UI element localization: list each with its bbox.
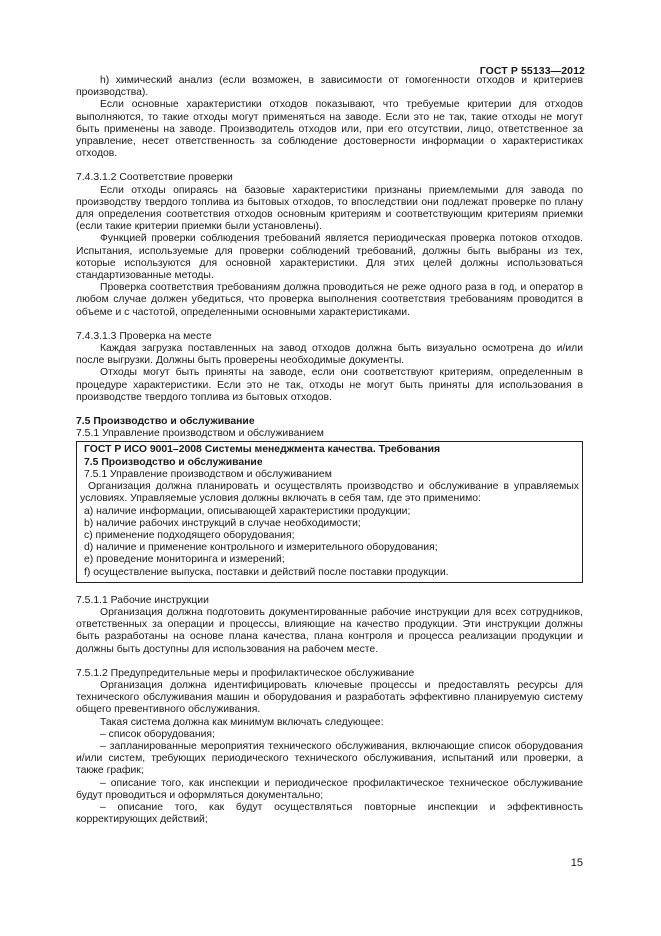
section-heading-75: 7.5 Производство и обслуживание xyxy=(76,416,255,428)
paragraph: Каждая загрузка поставленных на завод отходов должна быть визуально осмотрена до и/или после выгрузки. Должны быть проверены необходимые документы. xyxy=(76,343,583,367)
box-subheading: 7.5.1 Управление производством и обслуживанием xyxy=(84,468,332,480)
box-paragraph: Организация должна планировать и осуществлять производство и обслуживание в управляемых условиях. Управляемые условия должны включать в себя там, где это применимо: xyxy=(80,481,579,505)
list-item: – описание того, как будут осуществляться повторные инспекции и эффективность корректирующих действий; xyxy=(76,801,583,826)
section-heading-7512: 7.5.1.2 Предупредительные меры и профилактическое обслуживание xyxy=(76,667,415,679)
box-list-item: f) осуществление выпуска, поставки и действий после поставки продукции. xyxy=(84,566,449,578)
paragraph: Такая система должна как минимум включать следующее: xyxy=(100,716,384,728)
box-list-item: b) наличие рабочих инструкций в случае необходимости; xyxy=(84,517,361,529)
intro-paragraph: Если основные характеристики отходов показывают, что требуемые критерии для отходов выполняются, то такие отходы могут применяться на заводе. Если это не так, такие отходы не могут быть применены на заводе. Производитель отходов или, при его отсутствии, лицо, ответственное за управление, несет ответственность за соблюдение достоверности информации о характеристиках отходов. xyxy=(76,99,583,160)
standard-quote-box xyxy=(76,441,583,582)
box-list-item: c) применение подходящего оборудования; xyxy=(84,529,295,541)
document-body xyxy=(76,75,583,826)
paragraph: Функцией проверки соблюдения требований является периодическая проверка потоков отходов. Испытания, используемые для проверки соблюдений требований, должны быть выбраны из тех, которые используются для основной характеристики. Для этих целей должны использоваться стандартизованные методы. xyxy=(76,233,583,282)
paragraph: Если отходы опираясь на базовые характеристики признаны приемлемыми для завода по производству твердого топлива из бытовых отходов, то впоследствии они подлежат проверке по плану для определения соответствия отходов основным критериям и соответствующим критериям приемки (если такие критерии приемки были установлены). xyxy=(76,184,583,233)
subsection-heading-751: 7.5.1 Управление производством и обслуживанием xyxy=(76,428,324,440)
page-number: 15 xyxy=(570,857,583,869)
paragraph: Отходы могут быть приняты на заводе, если они соответствуют критериям, определенным в процедуре характеристики. Если это не так, отходы не могут быть приняты для использования в производстве твердого топлива из бытовых отходов. xyxy=(76,367,583,403)
box-list-item: d) наличие и применение контрольного и измерительного оборудования; xyxy=(84,542,438,554)
list-item: – описание того, как инспекции и периодическое профилактическое техническое обслуживание будут проводиться и оформляться документально; xyxy=(76,777,583,801)
box-title: ГОСТ Р ИСО 9001–2008 Системы менеджмента качества. Требования xyxy=(84,444,441,456)
section-heading-74312: 7.4.3.1.2 Соответствие проверки xyxy=(76,172,233,184)
box-heading: 7.5 Производство и обслуживание xyxy=(84,456,263,468)
paragraph: Проверка соответствия требованиям должна проводиться не реже одного раза в год, и оператор в любом случае должен убедиться, что проверка выполнения соответствия требованиям проводится в объеме и с частотой, определенными основными характеристиками. xyxy=(76,282,583,318)
list-item: – список оборудования; xyxy=(100,728,215,740)
section-heading-74313: 7.4.3.1.3 Проверка на месте xyxy=(76,330,212,342)
paragraph: Организация должна подготовить документированные рабочие инструкции для всех сотрудников, ответственных за операции и процессы, влияющие на качество продукции. Эти инструкции должны быть разработаны на основе плана качества, плана контроля и процесса реализации продукции и должны быть доступны для использования на рабочем месте. xyxy=(76,606,583,655)
paragraph: Организация должна идентифицировать ключевые процессы и предоставлять ресурсы для технического обслуживания машин и оборудования и разработать эффективно планируемую систему общего превентивного обслуживания. xyxy=(76,679,583,716)
box-list-item: e) проведение мониторинга и измерений; xyxy=(84,554,285,566)
document-header: ГОСТ Р 55133—2012 xyxy=(479,65,585,77)
box-list-item: a) наличие информации, описывающей характеристики продукции; xyxy=(84,505,411,517)
section-heading-7511: 7.5.1.1 Рабочие инструкции xyxy=(76,594,209,606)
list-item: – запланированные мероприятия технического обслуживания, включающие список оборудования и/или систем, требующих периодического технического обслуживания, испытаний или проверки, а также график; xyxy=(76,740,583,777)
intro-item-h: h) химический анализ (если возможен, в зависимости от гомогенности отходов и критериев производства). xyxy=(76,75,583,99)
